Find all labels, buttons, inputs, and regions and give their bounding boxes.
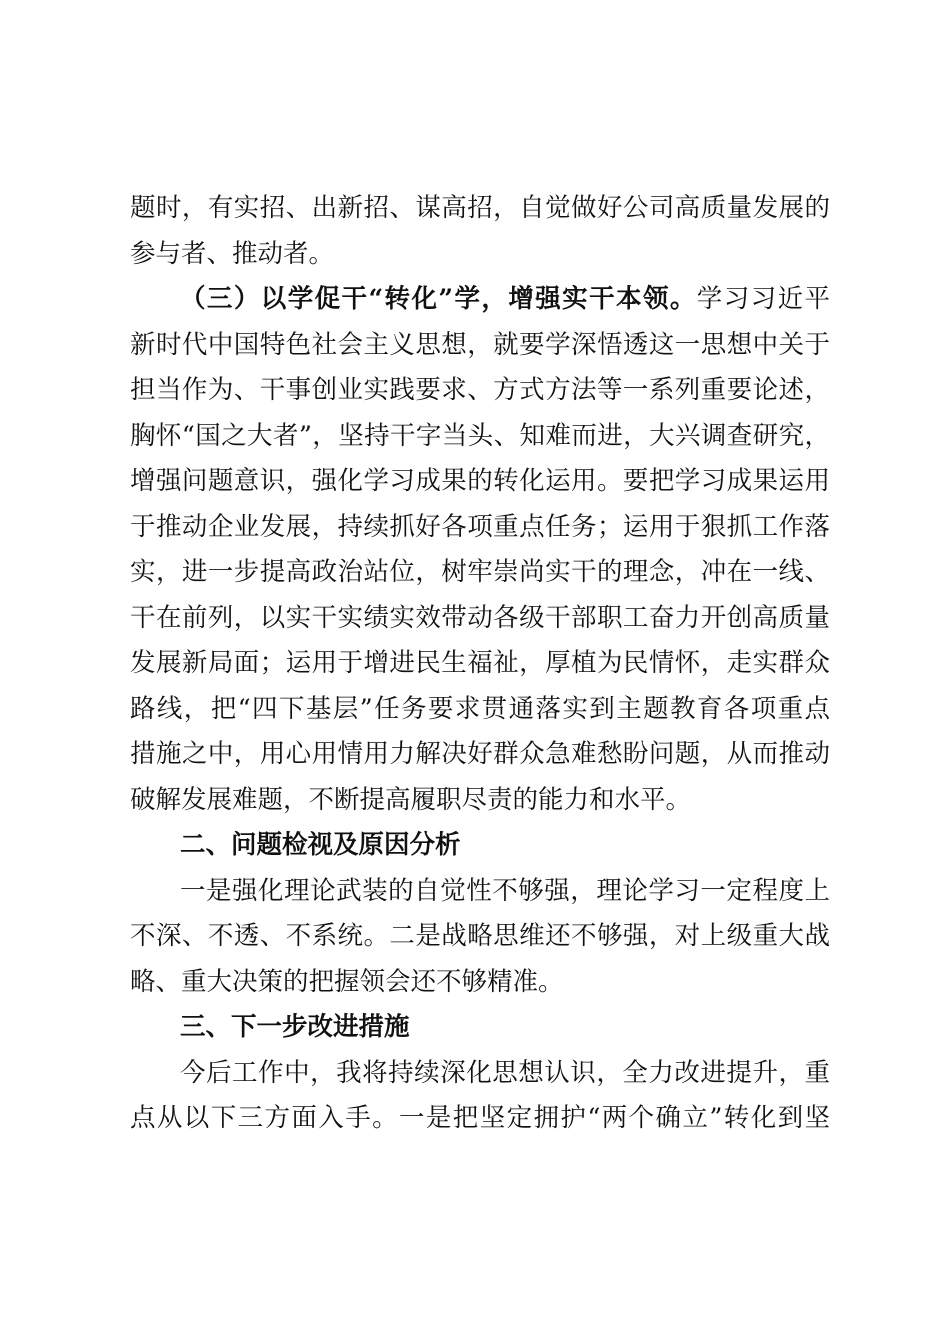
text-line: 今后工作中，我将持续深化思想认识，全力改进提升，重 — [180, 1057, 830, 1088]
text-line: 增强问题意识，强化学习成果的转化运用。要把学习成果运用 — [130, 466, 830, 496]
text-line: 略、重大决策的把握领会还不够精准。 — [130, 966, 564, 997]
section-heading-problems: 二、问题检视及原因分析 — [180, 830, 461, 860]
text-line: 实，进一步提高政治站位，树牢崇尚实干的理念，冲在一线、 — [130, 557, 830, 587]
paragraph-measures — [130, 1051, 830, 1142]
text-line: 一是强化理论武装的自觉性不够强，理论学习一定程度上 — [180, 875, 830, 906]
section-heading-measures: 三、下一步改进措施 — [180, 1012, 410, 1042]
text-line: 措施之中，用心用情用力解决好群众急难愁盼问题，从而推动 — [130, 739, 830, 769]
text-line: 路线，把“四下基层”任务要求贯通落实到主题教育各项重点 — [130, 693, 830, 724]
text-line: 破解发展难题，不断提高履职尽责的能力和水平。 — [130, 784, 692, 815]
subsection-lead: （三）以学促干“转化”学，增强实干本领。 — [180, 284, 697, 314]
text-line: 干在前列，以实干实绩实效带动各级干部职工奋力开创高质量 — [130, 602, 830, 633]
text-line: 新时代中国特色社会主义思想，就要学深悟透这一思想中关于 — [130, 329, 830, 360]
text-line: 发展新局面；运用于增进民生福祉，厚植为民情怀，走实群众 — [130, 648, 830, 678]
text-line — [130, 277, 830, 323]
text-span: 学习习近平 — [696, 284, 830, 314]
document-page — [130, 186, 830, 1142]
paragraph-problems — [130, 869, 830, 1006]
text-line: 不深、不透、不系统。二是战略思维还不够强，对上级重大战 — [130, 921, 830, 951]
paragraph-section-three — [130, 277, 830, 823]
text-line: 题时，有实招、出新招、谋高招，自觉做好公司高质量发展的 — [130, 193, 830, 223]
text-line: 于推动企业发展，持续抓好各项重点任务；运用于狠抓工作落 — [130, 511, 830, 542]
text-line: 点从以下三方面入手。一是把坚定拥护“两个确立”转化到坚 — [130, 1103, 830, 1133]
text-line: 参与者、推动者。 — [130, 238, 335, 269]
paragraph-continuation — [130, 186, 830, 277]
text-line: 担当作为、干事创业实践要求、方式方法等一系列重要论述， — [130, 375, 830, 405]
text-line: 胸怀“国之大者”，坚持干字当头、知难而进，大兴调查研究， — [130, 420, 830, 451]
